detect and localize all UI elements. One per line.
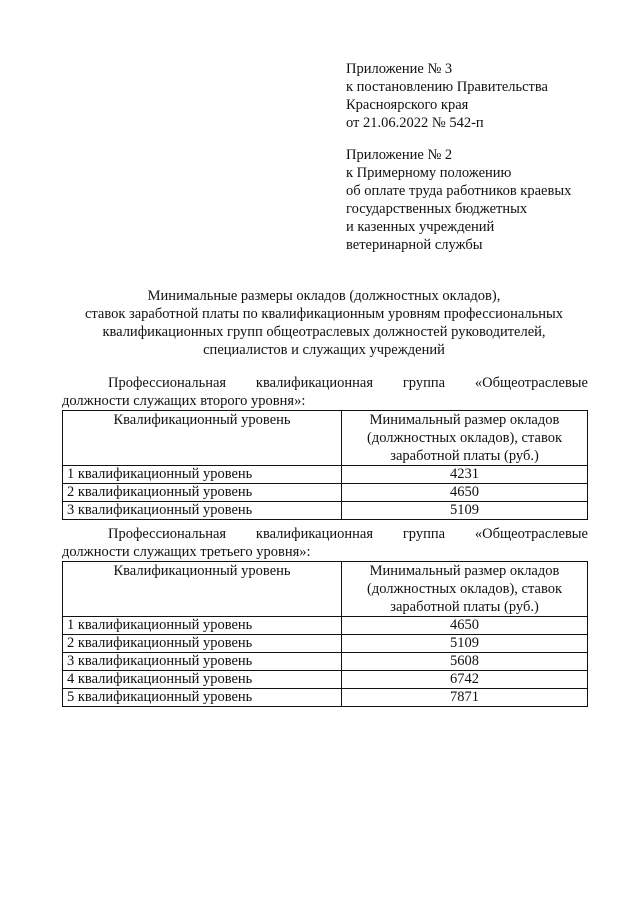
level-cell: 5 квалификационный уровень xyxy=(63,689,342,707)
title-line: Минимальные размеры окладов (должностных окладов), xyxy=(147,288,501,304)
caption-word: «Общеотраслевые xyxy=(474,375,588,391)
annex-primary xyxy=(346,60,626,132)
salary-cell: 5109 xyxy=(342,502,588,520)
level-cell: 2 квалификационный уровень xyxy=(63,635,342,653)
salary-cell: 5608 xyxy=(342,653,588,671)
salary-cell: 4650 xyxy=(342,617,588,635)
table-row xyxy=(63,671,588,689)
annex-line: к Примерному положению xyxy=(346,165,512,181)
header-salary-line: Минимальный размер окладов xyxy=(369,563,560,579)
header-salary xyxy=(342,411,588,466)
annex-line: от 21.06.2022 № 542-п xyxy=(346,115,484,131)
salary-cell: 5109 xyxy=(342,635,588,653)
annex-line: об оплате труда работников краевых xyxy=(346,183,572,199)
header-salary-line: заработной платы (руб.) xyxy=(390,599,539,615)
table-header-row xyxy=(63,562,588,617)
caption-line-2: должности служащих второго уровня»: xyxy=(62,393,306,409)
title-line: квалификационных групп общеотраслевых должностей руководителей, xyxy=(102,324,546,340)
caption-line-1 xyxy=(62,525,588,543)
salary-cell: 7871 xyxy=(342,689,588,707)
caption-line-1 xyxy=(62,374,588,392)
annex-line: Красноярского края xyxy=(346,97,469,113)
header-level: Квалификационный уровень xyxy=(63,411,342,466)
caption-word: Профессиональная xyxy=(108,526,227,542)
header-salary-line: (должностных окладов), ставок xyxy=(367,430,562,446)
title-line: специалистов и служащих учреждений xyxy=(203,342,445,358)
group-caption-second-level xyxy=(62,374,588,410)
header-salary-line: заработной платы (руб.) xyxy=(390,448,539,464)
caption-word: группа xyxy=(402,375,446,391)
annex-line: ветеринарной службы xyxy=(346,237,483,253)
salary-table-third-level xyxy=(62,561,588,707)
group-caption-third-level xyxy=(62,525,588,561)
table-row xyxy=(63,502,588,520)
caption-word: квалификационная xyxy=(255,526,373,542)
caption-word: Профессиональная xyxy=(108,375,227,391)
caption-word: квалификационная xyxy=(255,375,373,391)
title-line: ставок заработной платы по квалификационным уровням профессиональных xyxy=(84,306,564,322)
annex-line: государственных бюджетных xyxy=(346,201,528,217)
salary-cell: 6742 xyxy=(342,671,588,689)
salary-cell: 4650 xyxy=(342,484,588,502)
table-row xyxy=(63,635,588,653)
table-row xyxy=(63,466,588,484)
caption-word: «Общеотраслевые xyxy=(474,526,588,542)
table-row xyxy=(63,653,588,671)
annex-secondary xyxy=(346,146,626,254)
annex-line: Приложение № 2 xyxy=(346,147,453,163)
level-cell: 4 квалификационный уровень xyxy=(63,671,342,689)
annex-line: и казенных учреждений xyxy=(346,219,495,235)
document-title xyxy=(60,287,588,359)
table-row xyxy=(63,617,588,635)
table-row xyxy=(63,484,588,502)
table-header-row xyxy=(63,411,588,466)
level-cell: 3 квалификационный уровень xyxy=(63,653,342,671)
caption-word: группа xyxy=(402,526,446,542)
header-level: Квалификационный уровень xyxy=(63,562,342,617)
level-cell: 1 квалификационный уровень xyxy=(63,617,342,635)
caption-line-2: должности служащих третьего уровня»: xyxy=(62,544,311,560)
header-salary-line: Минимальный размер окладов xyxy=(369,412,560,428)
annex-line: к постановлению Правительства xyxy=(346,79,548,95)
salary-cell: 4231 xyxy=(342,466,588,484)
level-cell: 2 квалификационный уровень xyxy=(63,484,342,502)
salary-table-second-level xyxy=(62,410,588,520)
header-salary xyxy=(342,562,588,617)
header-salary-line: (должностных окладов), ставок xyxy=(367,581,562,597)
level-cell: 1 квалификационный уровень xyxy=(63,466,342,484)
annex-line: Приложение № 3 xyxy=(346,61,453,77)
table-row xyxy=(63,689,588,707)
level-cell: 3 квалификационный уровень xyxy=(63,502,342,520)
